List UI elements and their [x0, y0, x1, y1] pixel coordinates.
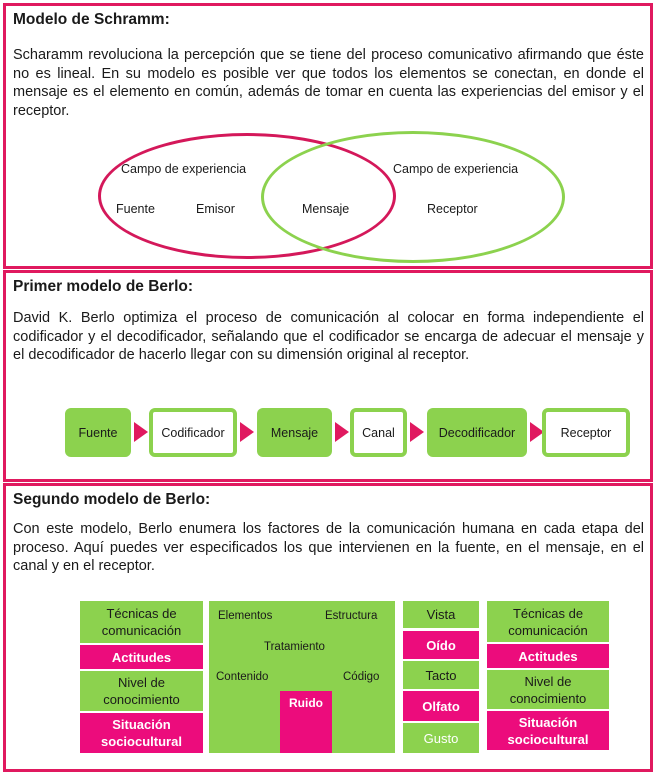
fuente-situacion: Situación sociocultural	[80, 713, 203, 753]
schramm-description: Scharamm revoluciona la percepción que se tiene del proceso comunicativo afirmando que éste no es lineal. En su modelo es posible ver que todos los elementos se conectan, en donde el mensaje es el elemento en común, además de tomar en cuenta las experiencias del emisor y el receptor.	[13, 47, 644, 119]
berlo2-panel	[3, 483, 653, 772]
mensaje-label: Mensaje	[302, 202, 350, 216]
flow-arrow	[134, 422, 148, 442]
receptor-actitudes: Actitudes	[487, 644, 609, 668]
receptor-label: Receptor	[427, 202, 478, 216]
canal-oido: Oído	[403, 631, 479, 659]
flow-decodificador: Decodificador	[427, 408, 527, 457]
fuente-tecnicas: Técnicas de comunicación	[80, 601, 203, 643]
mensaje-ruido: Ruido	[280, 691, 332, 753]
mensaje-estructura: Estructura	[325, 610, 378, 622]
flow-arrow	[410, 422, 424, 442]
canal-olfato: Olfato	[403, 691, 479, 721]
flow-arrow	[335, 422, 349, 442]
left-experience-label: Campo de experiencia	[121, 162, 247, 176]
berlo2-description: Con este modelo, Berlo enumera los factores de la comunicación humana en cada etapa del proceso. Aquí puedes ver especificados los que intervienen en la fuente, en el mensaje, en el canal y en el receptor.	[13, 521, 644, 574]
canal-gusto: Gusto	[403, 723, 479, 753]
receptor-nivel: Nivel de conocimiento	[487, 670, 609, 709]
canal-tacto: Tacto	[403, 661, 479, 689]
receptor-situacion: Situación sociocultural	[487, 711, 609, 750]
receptor-experience-ellipse	[261, 131, 565, 263]
berlo2-title: Segundo modelo de Berlo:	[13, 491, 211, 508]
fuente-label: Fuente	[116, 202, 155, 216]
flow-arrow	[240, 422, 254, 442]
mensaje-tratamiento: Tratamiento	[264, 641, 325, 653]
flow-codificador: Codificador	[149, 408, 237, 457]
receptor-tecnicas: Técnicas de comunicación	[487, 601, 609, 642]
berlo1-title: Primer modelo de Berlo:	[13, 278, 194, 295]
berlo1-panel	[3, 270, 653, 482]
berlo1-description: David K. Berlo optimiza el proceso de comunicación al colocar en forma independiente el codificador y el decodificador, señalando que el codificador se encarga de adecuar el mensaje y el decodificador de hacerlo llegar con su dimensión original al receptor.	[13, 310, 644, 363]
schramm-panel	[3, 3, 653, 269]
mensaje-codigo: Código	[343, 671, 380, 683]
mensaje-elementos: Elementos	[218, 610, 273, 622]
fuente-nivel: Nivel de conocimiento	[80, 671, 203, 711]
fuente-actitudes: Actitudes	[80, 645, 203, 669]
canal-vista: Vista	[403, 601, 479, 628]
emisor-label: Emisor	[196, 202, 235, 216]
flow-fuente: Fuente	[65, 408, 131, 457]
right-experience-label: Campo de experiencia	[393, 162, 519, 176]
schramm-title: Modelo de Schramm:	[13, 11, 170, 28]
flow-mensaje: Mensaje	[257, 408, 332, 457]
flow-canal: Canal	[350, 408, 407, 457]
mensaje-contenido: Contenido	[216, 671, 269, 683]
flow-receptor: Receptor	[542, 408, 630, 457]
